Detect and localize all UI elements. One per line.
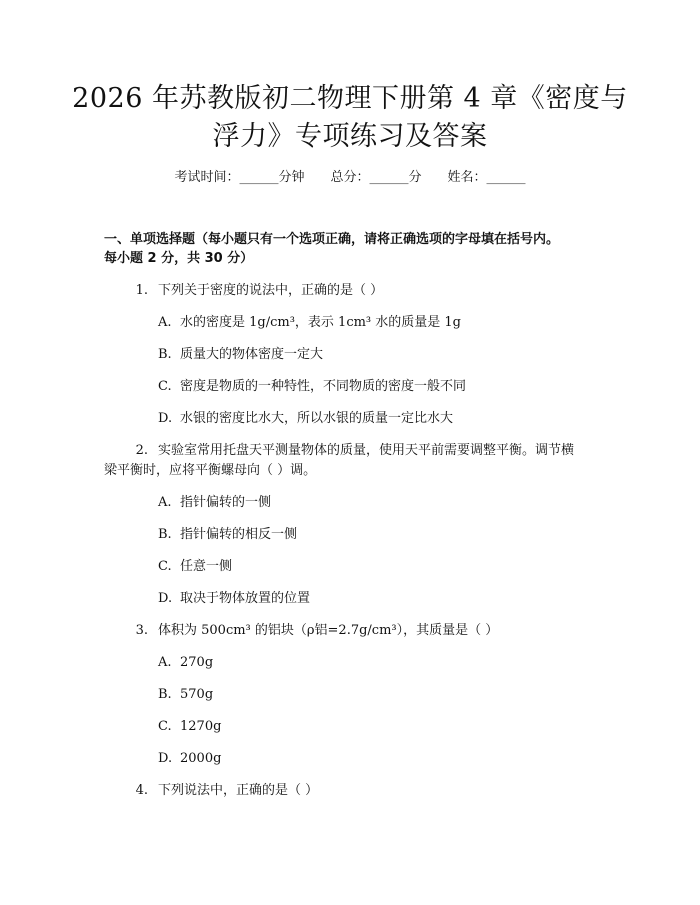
question-number: 1. <box>135 283 148 298</box>
option-text: 密度是物质的一种特性，不同物质的密度一般不同 <box>180 379 467 394</box>
question-2-option-c <box>158 556 598 578</box>
document-title-line-1: 2026 年苏教版初二物理下册第 4 章《密度与 <box>72 83 628 114</box>
option-text: 水银的密度比水大，所以水银的质量一定比水大 <box>180 411 454 426</box>
option-text: 任意一侧 <box>180 559 233 574</box>
question-text: 下列说法中，正确的是（ ） <box>158 783 319 798</box>
option-letter: A. <box>158 495 172 510</box>
option-letter: B. <box>158 347 172 362</box>
question-2-option-a <box>158 492 598 514</box>
name-field: 姓名：______ <box>447 170 526 185</box>
question-4 <box>104 780 604 802</box>
question-text: 下列关于密度的说法中，正确的是（ ） <box>158 283 384 298</box>
option-text: 270g <box>180 655 214 670</box>
question-number: 2. <box>135 443 148 458</box>
question-3-option-a <box>158 652 598 674</box>
question-1-option-b <box>158 344 598 366</box>
question-text: 体积为 500cm³ 的铝块（ρ铝=2.7g/cm³），其质量是（ ） <box>158 623 499 638</box>
question-2-continuation <box>104 460 608 482</box>
question-3 <box>104 620 604 642</box>
question-3-option-b <box>158 684 598 706</box>
option-letter: D. <box>158 751 173 766</box>
question-3-option-d <box>158 748 598 770</box>
option-text: 570g <box>180 687 214 702</box>
section-heading-line-2: 每小题 2 分，共 30 分） <box>104 251 254 266</box>
question-text-line-1: 实验室常用托盘天平测量物体的质量，使用天平前需要调整平衡。调节横 <box>158 443 575 458</box>
option-text: 指针偏转的相反一侧 <box>180 527 298 542</box>
question-1-option-d <box>158 408 598 430</box>
option-letter: C. <box>158 559 172 574</box>
option-text: 取决于物体放置的位置 <box>180 591 311 606</box>
option-text: 质量大的物体密度一定大 <box>180 347 324 362</box>
question-2 <box>104 440 604 462</box>
option-letter: B. <box>158 527 172 542</box>
option-letter: C. <box>158 719 172 734</box>
exam-info <box>0 168 700 188</box>
option-letter: C. <box>158 379 172 394</box>
option-text: 指针偏转的一侧 <box>180 495 272 510</box>
exam-time-field: 考试时间：______分钟 <box>174 170 305 185</box>
question-2-option-b <box>158 524 598 546</box>
question-text-line-2: 梁平衡时，应将平衡螺母向（ ）调。 <box>104 463 317 478</box>
question-2-option-d <box>158 588 598 610</box>
question-number: 3. <box>135 623 148 638</box>
option-letter: A. <box>158 315 172 330</box>
question-1 <box>104 280 604 302</box>
question-1-option-a <box>158 312 598 334</box>
option-text: 1270g <box>180 719 222 734</box>
document-title-line-2: 浮力》专项练习及答案 <box>212 121 488 152</box>
question-3-option-c <box>158 716 598 738</box>
question-1-option-c <box>158 376 598 398</box>
total-score-field: 总分：______分 <box>330 170 422 185</box>
option-letter: D. <box>158 411 173 426</box>
section-heading-line-1: 一、单项选择题（每小题只有一个选项正确，请将正确选项的字母填在括号内。 <box>104 232 560 247</box>
question-number: 4. <box>135 783 148 798</box>
option-letter: B. <box>158 687 172 702</box>
option-letter: D. <box>158 591 173 606</box>
option-text: 水的密度是 1g/cm³，表示 1cm³ 水的质量是 1g <box>180 315 462 330</box>
option-letter: A. <box>158 655 172 670</box>
option-text: 2000g <box>180 751 222 766</box>
